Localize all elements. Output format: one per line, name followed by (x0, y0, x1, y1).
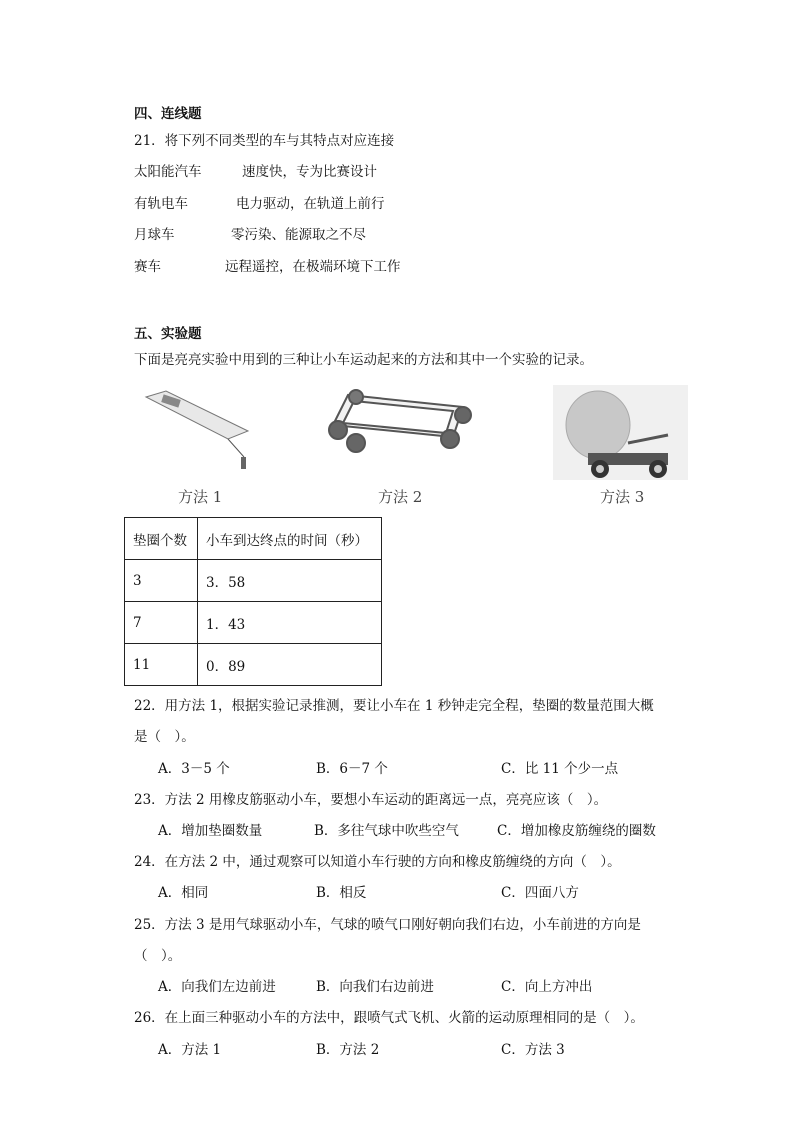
q22-option-a[interactable]: A．3－5 个 (158, 761, 230, 777)
q22-option-b[interactable]: B．6－7 个 (316, 761, 388, 777)
section4-title: 四、连线题 (134, 106, 202, 122)
q25-text-line1: 25．方法 3 是用气球驱动小车，气球的喷气口刚好朝向我们右边，小车前进的方向是 (134, 917, 641, 933)
q26-option-b[interactable]: B．方法 2 (316, 1042, 380, 1058)
q22-text-line1: 22．用方法 1，根据实验记录推测，要让小车在 1 秒钟走完全程，垫圈的数量范围大概 (134, 698, 654, 714)
q23-option-a[interactable]: A．增加垫圈数量 (158, 823, 263, 839)
table-header-row (125, 518, 382, 560)
table-cell: 1．43 (198, 602, 382, 644)
q21-text: 21．将下列不同类型的车与其特点对应连接 (134, 133, 395, 149)
table-cell: 7 (125, 602, 198, 644)
method-label-2: 方法 2 (378, 488, 423, 506)
table-header-cell: 小车到达终点的时间（秒） (198, 518, 382, 560)
pair-right-3: 零污染、能源取之不尽 (231, 227, 366, 243)
q25-option-c[interactable]: C．向上方冲出 (501, 979, 593, 995)
q25-option-b[interactable]: B．向我们右边前进 (316, 979, 434, 995)
method1-picture (146, 391, 248, 469)
table-cell: 0．89 (198, 644, 382, 686)
method-label-1: 方法 1 (178, 488, 223, 506)
q24-option-c[interactable]: C．四面八方 (501, 885, 579, 901)
q26-option-a[interactable]: A．方法 1 (158, 1042, 222, 1058)
table-cell: 3．58 (198, 560, 382, 602)
pair-right-1: 速度快，专为比赛设计 (242, 164, 377, 180)
pair-left-3: 月球车 (134, 227, 175, 243)
q23-option-b[interactable]: B．多往气球中吹些空气 (314, 823, 459, 839)
q25-text-line2: （ ）。 (134, 948, 182, 964)
section5-intro: 下面是亮亮实验中用到的三种让小车运动起来的方法和其中一个实验的记录。 (134, 352, 593, 368)
method-label-3: 方法 3 (600, 488, 645, 506)
pair-left-1: 太阳能汽车 (134, 164, 202, 180)
pair-left-4: 赛车 (134, 259, 161, 275)
q26-text: 26．在上面三种驱动小车的方法中，跟喷气式飞机、火箭的运动原理相同的是（ ）。 (134, 1010, 644, 1026)
q25-option-a[interactable]: A．向我们左边前进 (158, 979, 276, 995)
q26-option-c[interactable]: C．方法 3 (501, 1042, 565, 1058)
table-cell: 11 (125, 644, 198, 686)
table-row (125, 602, 382, 644)
method2-picture (329, 390, 471, 452)
pair-left-2: 有轨电车 (134, 196, 188, 212)
section5-title: 五、实验题 (134, 326, 202, 342)
q24-option-a[interactable]: A．相同 (158, 885, 209, 901)
q23-option-c[interactable]: C．增加橡皮筋缠绕的圈数 (497, 823, 656, 839)
q24-option-b[interactable]: B．相反 (316, 885, 367, 901)
table-row (125, 644, 382, 686)
pair-right-4: 远程遥控，在极端环境下工作 (225, 259, 401, 275)
method3-picture (553, 385, 688, 480)
q22-option-c[interactable]: C．比 11 个少一点 (501, 761, 619, 777)
table-header-cell: 垫圈个数 (125, 518, 198, 560)
pair-right-2: 电力驱动，在轨道上前行 (236, 196, 385, 212)
q24-text: 24．在方法 2 中，通过观察可以知道小车行驶的方向和橡皮筋缠绕的方向（ ）。 (134, 854, 621, 870)
experiment-record-table (124, 517, 382, 686)
q23-text: 23．方法 2 用橡皮筋驱动小车，要想小车运动的距离远一点，亮亮应该（ ）。 (134, 792, 608, 808)
q22-text-line2: 是（ ）。 (134, 729, 195, 745)
table-cell: 3 (125, 560, 198, 602)
table-row (125, 560, 382, 602)
